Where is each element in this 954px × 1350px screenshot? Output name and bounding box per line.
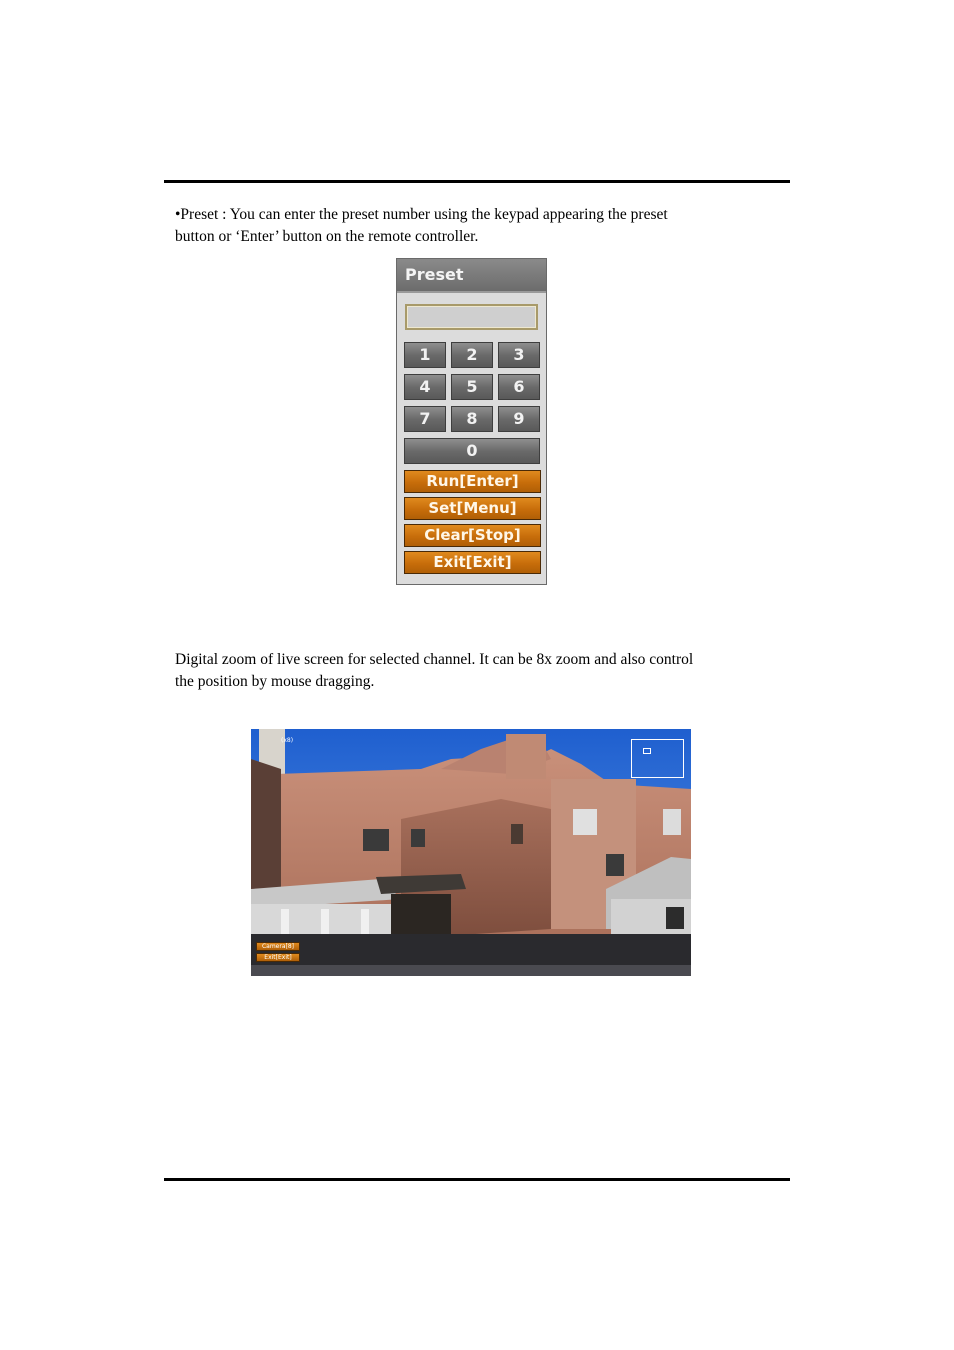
preset-actions	[404, 470, 541, 578]
zoom-camera-button[interactable]: Camera[8]	[256, 942, 300, 951]
key-2[interactable]: 2	[451, 342, 493, 368]
preset-number-input[interactable]	[405, 304, 538, 330]
zoom-level-badge: (x8)	[281, 737, 294, 744]
zoom-navigator-box[interactable]	[631, 739, 684, 778]
zoom-position-marker[interactable]	[643, 748, 651, 754]
key-6[interactable]: 6	[498, 374, 540, 400]
key-5[interactable]: 5	[451, 374, 493, 400]
key-1[interactable]: 1	[404, 342, 446, 368]
set-button[interactable]: Set[Menu]	[404, 497, 541, 520]
key-9[interactable]: 9	[498, 406, 540, 432]
key-8[interactable]: 8	[451, 406, 493, 432]
key-3[interactable]: 3	[498, 342, 540, 368]
preset-title: Preset	[397, 259, 546, 293]
digital-zoom-screenshot[interactable]	[251, 729, 691, 976]
key-7[interactable]: 7	[404, 406, 446, 432]
exit-button[interactable]: Exit[Exit]	[404, 551, 541, 574]
zoom-exit-button[interactable]: Exit[Exit]	[256, 953, 300, 962]
clear-button[interactable]: Clear[Stop]	[404, 524, 541, 547]
key-0[interactable]: 0	[404, 438, 540, 464]
zoom-description	[175, 649, 775, 693]
bottom-rule	[164, 1178, 790, 1181]
top-rule	[164, 180, 790, 183]
zoom-description-line-1: Digital zoom of live screen for selected channel. It can be 8x zoom and also control	[175, 651, 694, 668]
preset-description-line-2: button or ‘Enter’ button on the remote controller.	[175, 228, 479, 245]
preset-description	[175, 204, 775, 248]
run-button[interactable]: Run[Enter]	[404, 470, 541, 493]
key-4[interactable]: 4	[404, 374, 446, 400]
preset-panel	[396, 258, 547, 585]
keypad	[404, 342, 541, 464]
zoom-description-line-2: the position by mouse dragging.	[175, 673, 375, 690]
preset-description-line-1: •Preset : You can enter the preset number using the keypad appearing the preset	[175, 206, 668, 223]
zoomed-live-image	[251, 729, 691, 976]
